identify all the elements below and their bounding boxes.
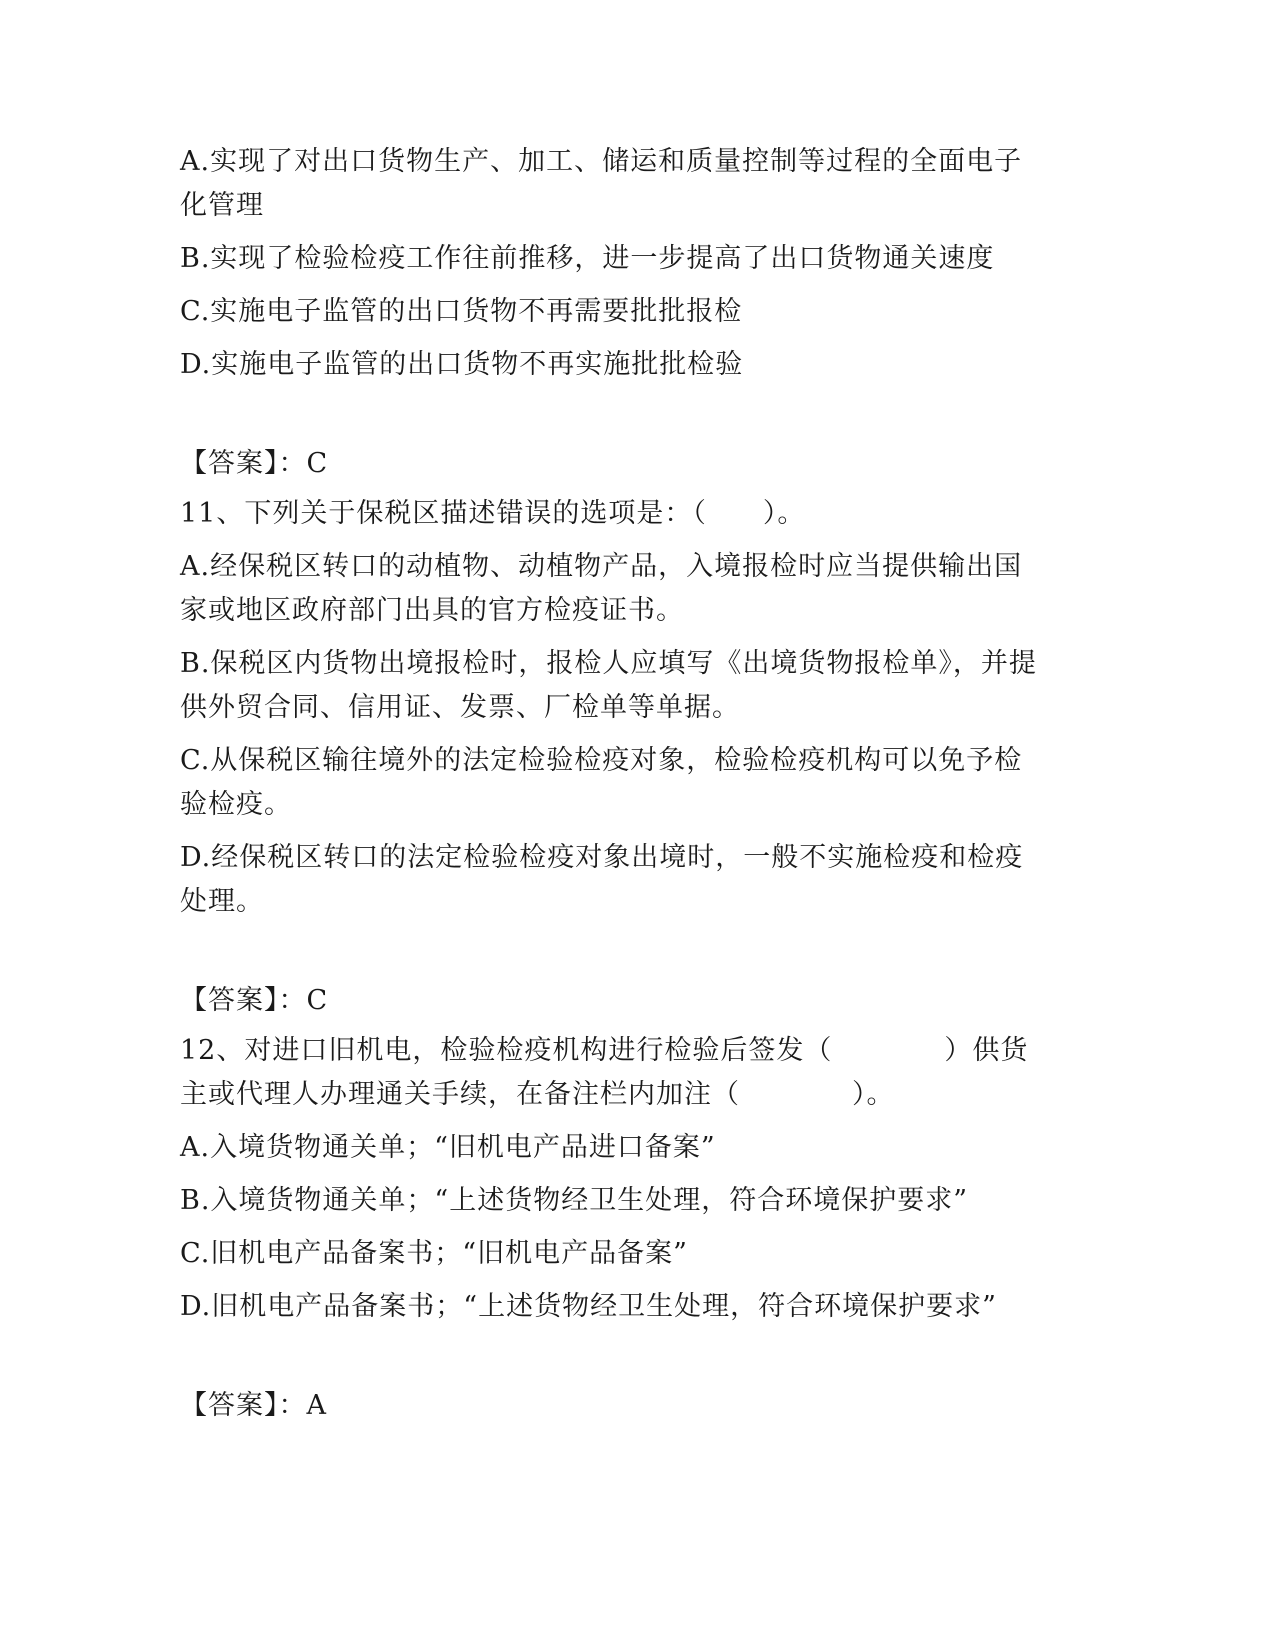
question-11 [180,492,1040,924]
option-a: A.经保税区转口的动植物、动植物产品，入境报检时应当提供输出国家或地区政府部门出具的官方检疫证书。 [180,551,1023,626]
option-b: B.实现了检验检疫工作往前推移，进一步提高了出口货物通关速度 [180,243,995,274]
question-12 [180,1029,1040,1329]
option-b: B.入境货物通关单；“上述货物经卫生处理，符合环境保护要求” [180,1185,969,1216]
document-page [180,140,1040,1428]
answer-10: 【答案】：C [180,448,329,479]
answer-12: 【答案】：A [180,1390,327,1421]
answer-11: 【答案】：C [180,985,329,1016]
option-c: C.旧机电产品备案书；“旧机电产品备案” [180,1238,688,1269]
option-c: C.从保税区输往境外的法定检验检疫对象，检验检疫机构可以免予检验检疫。 [180,745,1023,820]
option-d: D.经保税区转口的法定检验检疫对象出境时，一般不实施检疫和检疫处理。 [180,842,1024,917]
option-a: A.入境货物通关单；“旧机电产品进口备案” [180,1132,716,1163]
option-a: A.实现了对出口货物生产、加工、储运和质量控制等过程的全面电子化管理 [180,146,1023,221]
option-b: B.保税区内货物出境报检时，报检人应填写《出境货物报检单》，并提供外贸合同、信用证、发票、厂检单等单据。 [180,648,1037,723]
option-d: D.实施电子监管的出口货物不再实施批批检验 [180,349,744,380]
question-12-stem: 12、对进口旧机电，检验检疫机构进行检验后签发（ ）供货主或代理人办理通关手续，在备注栏内加注（ ）。 [180,1035,1029,1110]
question-10-options [180,140,1040,387]
option-d: D.旧机电产品备案书；“上述货物经卫生处理，符合环境保护要求” [180,1291,997,1322]
question-11-stem: 11、下列关于保税区描述错误的选项是：（ ）。 [180,498,806,529]
option-c: C.实施电子监管的出口货物不再需要批批报检 [180,296,743,327]
